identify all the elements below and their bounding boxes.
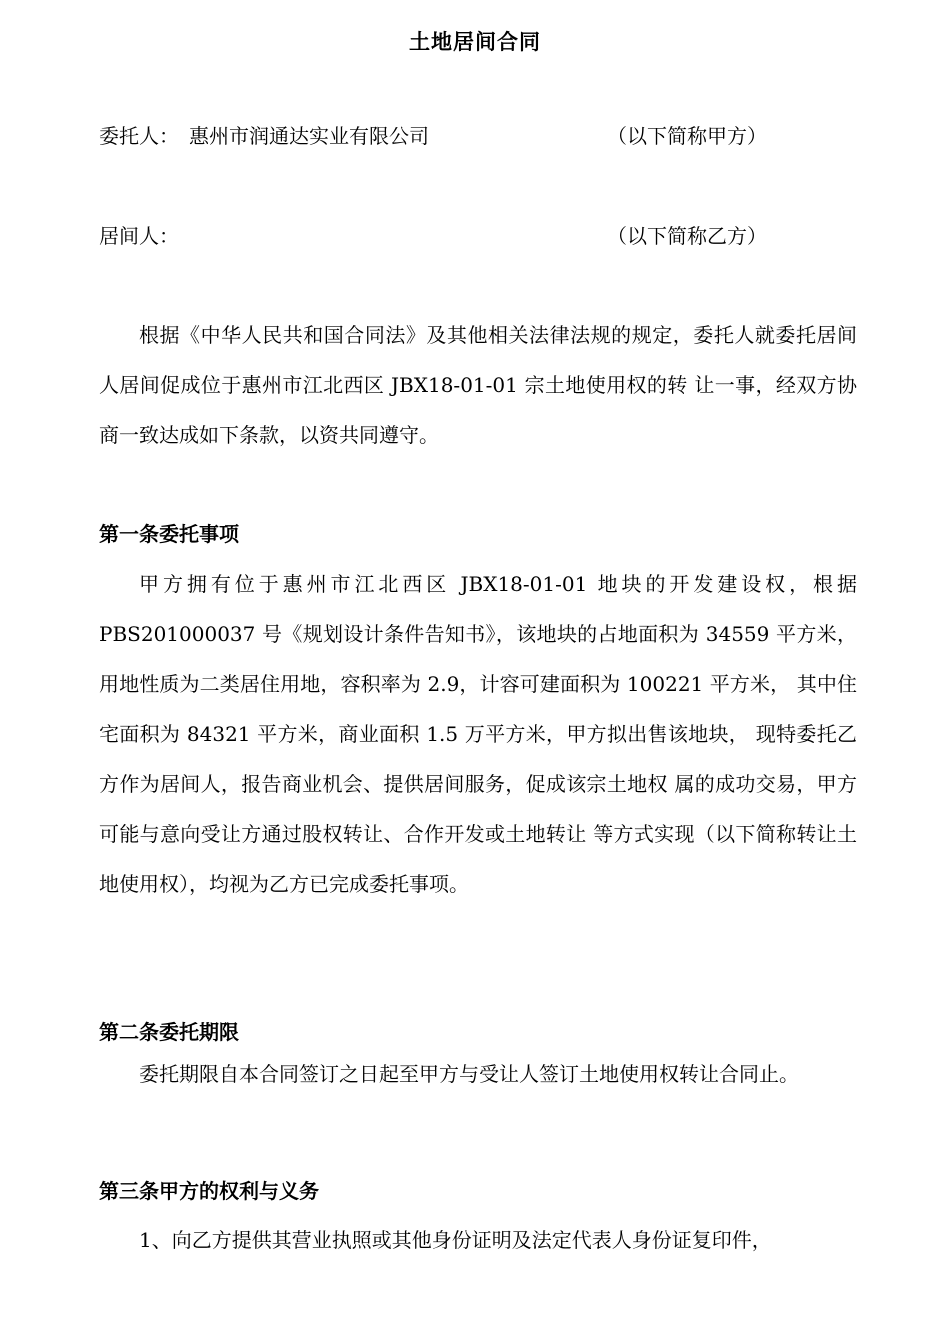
section-heading-3: 第三条甲方的权利与义务: [99, 1179, 319, 1203]
broker-label: 居间人：: [99, 224, 179, 248]
section-heading-1: 第一条委托事项: [99, 522, 239, 546]
client-name: 惠州市润通达实业有限公司: [189, 124, 429, 148]
preamble-paragraph: 根据《中华人民共和国合同法》及其他相关法律法规的规定，委托人就委托居间人居间促成位于惠州市江北西区 JBX18-01-01 宗土地使用权的转 让一事，经双方协商一致达成如下条款，以资共同遵守。: [99, 323, 857, 447]
client-label: 委托人：: [99, 124, 179, 148]
section-body-1: 甲方拥有位于惠州市江北西区 JBX18-01-01 地块的开发建设权，根据 PBS201000037 号《规划设计条件告知书》，该地块的占地面积为 34559 平方米， 用地性质为二类居住用地，容积率为 2.9，计容可建面积为 100221 平方米， 其中住宅面积为 84321 平方米，商业面积 1.5 万平方米，甲方拟出售该地块， 现特委托乙方作为居间人，报告商业机会、提供居间服务，促成该宗土地权 属的成功交易，甲方可能与意向受让方通过股权转让、合作开发或土地转让 等方式实现（以下简称转让土地使用权），均视为乙方已完成委托事项。: [99, 572, 857, 896]
document-title: 土地居间合同: [409, 30, 541, 54]
client-alias: （以下简称甲方）: [607, 124, 767, 148]
section-body-2: 委托期限自本合同签订之日起至甲方与受让人签订土地使用权转让合同止。: [139, 1062, 799, 1086]
section-body-3: 1、向乙方提供其营业执照或其他身份证明及法定代表人身份证复印件，: [139, 1228, 772, 1252]
broker-alias: （以下简称乙方）: [607, 224, 767, 248]
section-heading-2: 第二条委托期限: [99, 1020, 239, 1044]
